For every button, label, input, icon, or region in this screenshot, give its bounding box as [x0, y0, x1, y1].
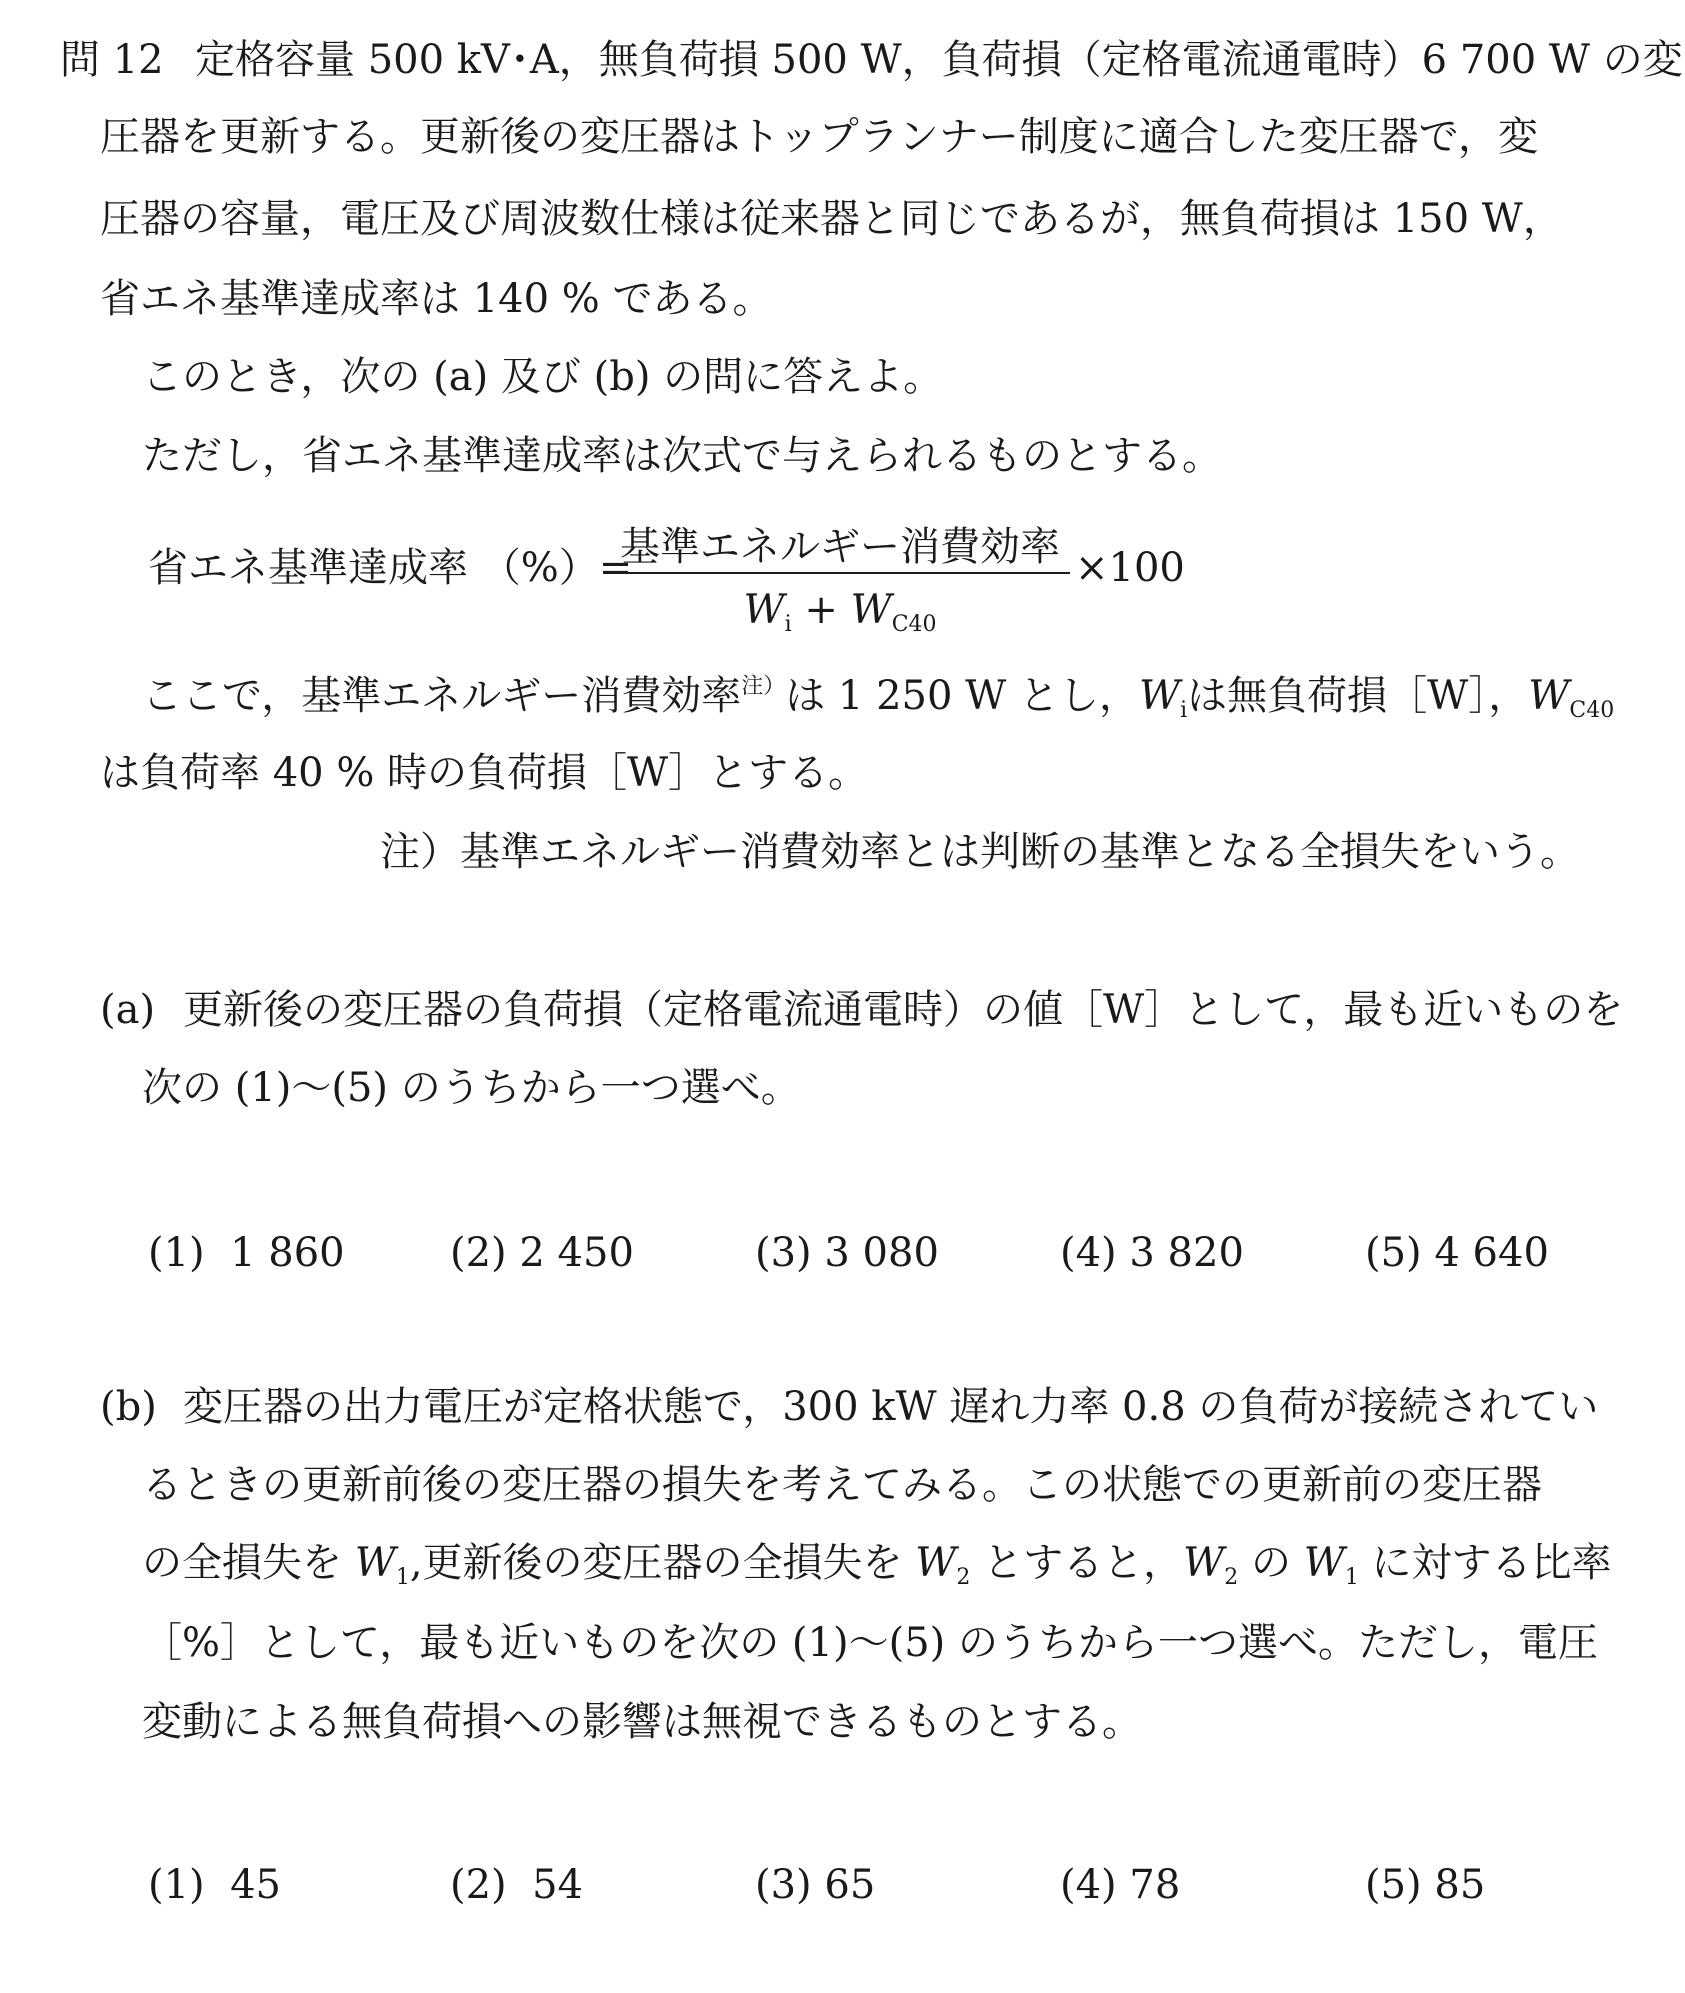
definition-text-c: は無負荷損［W］， — [1187, 673, 1529, 719]
definition-line-1 — [142, 673, 1615, 723]
formula-multiplier: ×100 — [1075, 545, 1185, 591]
choice-number: (2) — [450, 1230, 507, 1276]
formula-lhs: 省エネ基準達成率 （%）= — [148, 545, 633, 591]
symbol-w: W — [354, 1540, 396, 1586]
symbol-w-i: W — [1139, 673, 1181, 719]
part-b-choice-3[interactable] — [755, 1862, 875, 1908]
den-w-c40: W — [850, 587, 892, 633]
problem-line-2: 圧器を更新する。更新後の変圧器はトップランナー制度に適合した変圧器で，変 — [100, 114, 1538, 160]
choice-value: 3 080 — [824, 1230, 939, 1276]
choice-value: 4 640 — [1434, 1230, 1549, 1276]
choice-value: 45 — [230, 1862, 282, 1908]
choice-number: (5) — [1365, 1230, 1422, 1276]
part-b-text: ,更新後の変圧器の全損失を — [409, 1540, 916, 1586]
part-b-text: の全損失を — [142, 1540, 355, 1586]
symbol-w-i-sub: i — [1180, 698, 1188, 723]
choice-number: (3) — [755, 1862, 812, 1908]
choice-value: 85 — [1434, 1862, 1486, 1908]
part-b-choice-5[interactable] — [1365, 1862, 1485, 1908]
symbol-w-c40: W — [1528, 673, 1570, 719]
problem-line-5: このとき，次の (a) 及び (b) の問に答えよ。 — [142, 354, 944, 400]
choice-number: (4) — [1060, 1230, 1117, 1276]
den-w-i: W — [743, 587, 785, 633]
part-b-line-1: 変圧器の出力電圧が定格状態で，300 kW 遅れ力率 0.8 の負荷が接続されてい — [183, 1384, 1599, 1430]
problem-heading: 問 12 — [60, 37, 164, 83]
symbol-w-c40-sub: C40 — [1569, 698, 1615, 723]
symbol-w: W — [1303, 1540, 1345, 1586]
footnote-marker: 注） — [741, 674, 786, 699]
problem-line-1: 定格容量 500 kV･A，無負荷損 500 W，負荷損（定格電流通電時）6 700 W の変 — [195, 37, 1683, 83]
symbol-sub-1: 1 — [1344, 1565, 1359, 1590]
definition-text-a: ここで，基準エネルギー消費効率 — [142, 673, 742, 719]
part-b-text: とすると， — [970, 1540, 1184, 1586]
den-plus: + — [791, 587, 851, 633]
choice-value: 54 — [532, 1862, 584, 1908]
part-b-text: に対する比率 — [1358, 1540, 1612, 1586]
part-a-choice-5[interactable] — [1365, 1230, 1549, 1276]
symbol-sub-2: 2 — [1224, 1565, 1239, 1590]
part-a-choice-3[interactable] — [755, 1230, 939, 1276]
choice-number: (3) — [755, 1230, 812, 1276]
symbol-w: W — [1183, 1540, 1225, 1586]
choice-number: (4) — [1060, 1862, 1117, 1908]
choice-number: (1) — [148, 1862, 205, 1908]
part-b-choice-2[interactable] — [450, 1862, 583, 1908]
formula-denominator — [610, 587, 1070, 637]
symbol-sub-1: 1 — [395, 1565, 410, 1590]
fraction-bar — [610, 572, 1070, 574]
choice-number: (5) — [1365, 1862, 1422, 1908]
part-b-choice-4[interactable] — [1060, 1862, 1180, 1908]
definition-text-b: は 1 250 W とし， — [785, 673, 1139, 719]
part-b-choice-1[interactable] — [148, 1862, 281, 1908]
problem-line-4: 省エネ基準達成率は 140 % である。 — [100, 276, 773, 322]
choice-value: 2 450 — [519, 1230, 634, 1276]
part-b-line-3 — [142, 1540, 1612, 1590]
part-a-line-1: 更新後の変圧器の負荷損（定格電流通電時）の値［W］として，最も近いものを — [183, 987, 1624, 1033]
choice-value: 3 820 — [1129, 1230, 1244, 1276]
formula-numerator: 基準エネルギー消費効率 — [620, 524, 1060, 570]
den-w-i-sub: i — [784, 612, 792, 637]
part-b-text: の — [1238, 1540, 1304, 1586]
choice-number: (1) — [148, 1230, 205, 1276]
part-b-label: (b) — [100, 1384, 157, 1430]
den-w-c40-sub: C40 — [891, 612, 937, 637]
symbol-w: W — [915, 1540, 957, 1586]
choice-value: 78 — [1129, 1862, 1181, 1908]
part-b-line-2: るときの更新前後の変圧器の損失を考えてみる。この状態での更新前の変圧器 — [142, 1462, 1542, 1508]
choice-value: 65 — [824, 1862, 876, 1908]
choice-number: (2) — [450, 1862, 507, 1908]
part-a-line-2: 次の (1)～(5) のうちから一つ選べ。 — [142, 1065, 801, 1111]
problem-line-6: ただし，省エネ基準達成率は次式で与えられるものとする。 — [142, 433, 1222, 479]
part-a-choice-2[interactable] — [450, 1230, 634, 1276]
symbol-sub-2: 2 — [956, 1565, 971, 1590]
part-a-label: (a) — [100, 987, 156, 1033]
definition-line-2: は負荷率 40 % 時の負荷損［W］とする。 — [100, 750, 869, 796]
choice-value: 1 860 — [230, 1230, 345, 1276]
part-b-line-4: ［%］として，最も近いものを次の (1)～(5) のうちから一つ選べ。ただし，電圧 — [142, 1620, 1598, 1666]
part-a-choice-1[interactable] — [148, 1230, 345, 1276]
problem-line-3: 圧器の容量，電圧及び周波数仕様は従来器と同じであるが，無負荷損は 150 W， — [100, 196, 1563, 242]
part-b-line-5: 変動による無負荷損への影響は無視できるものとする。 — [142, 1699, 1142, 1745]
part-a-choice-4[interactable] — [1060, 1230, 1244, 1276]
footnote: 注）基準エネルギー消費効率とは判断の基準となる全損失をいう。 — [380, 829, 1580, 875]
